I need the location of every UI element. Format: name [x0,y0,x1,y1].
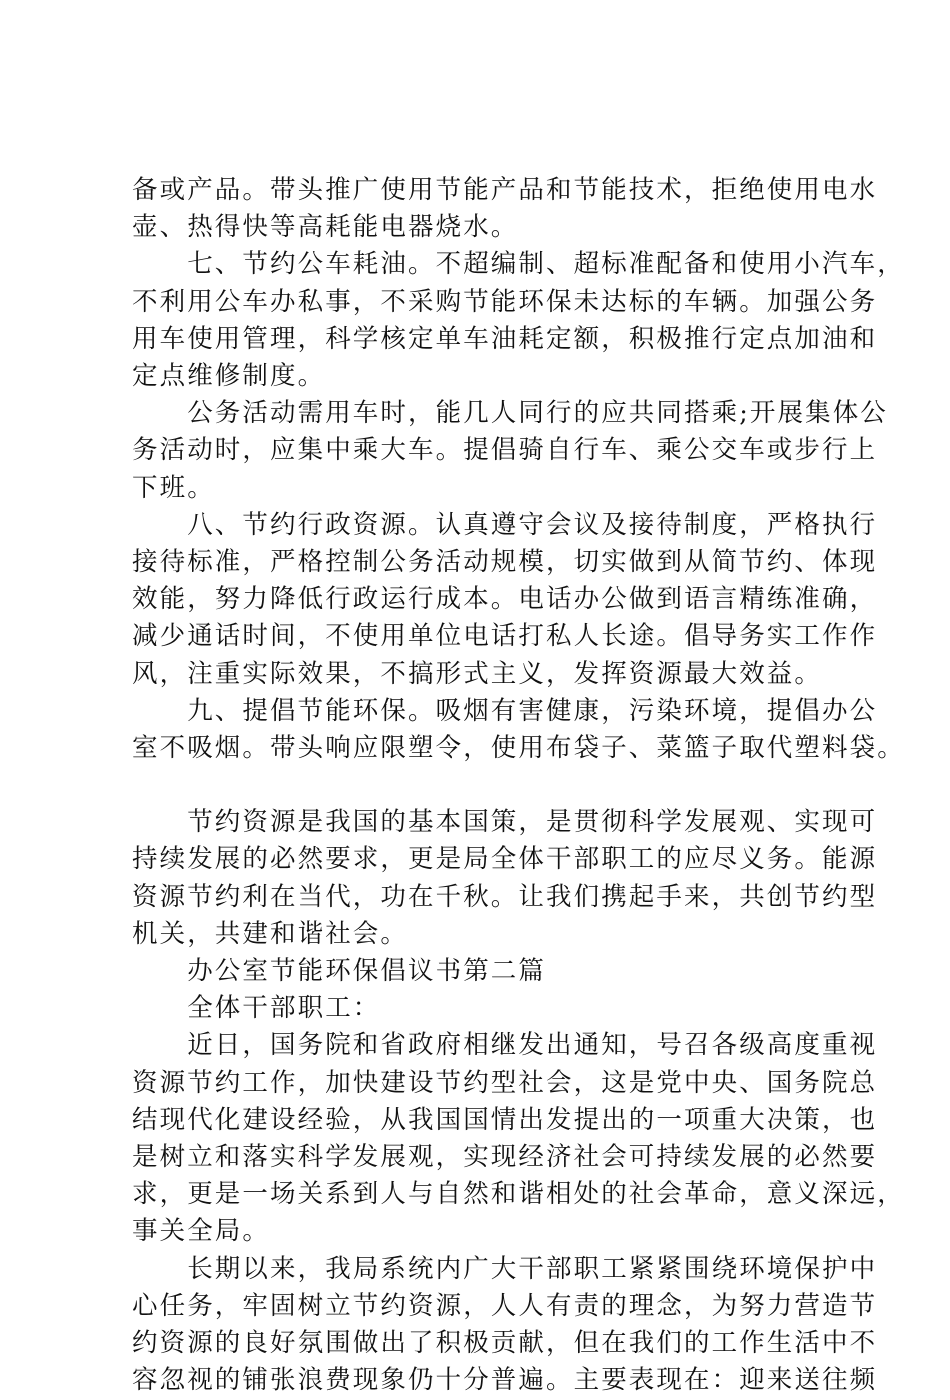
text-line: 效能，努力降低行政运行成本。电话办公做到语言精练准确， [132,584,878,615]
paragraph-spacer [132,767,832,804]
paragraph [132,507,878,693]
text-line: 定点维修制度。 [132,361,326,392]
text-line: 公务活动需用车时，能几人同行的应共同搭乘;开展集体公 [132,398,888,429]
text-line: 节约资源是我国的基本国策，是贯彻科学发展观、实现可 [132,807,878,838]
text-line: 下班。 [132,472,215,503]
text-line: 容忽视的铺张浪费现象仍十分普遍。主要表现在：迎来送往频 [132,1365,878,1396]
text-line: 办公室节能环保倡议书第二篇 [132,956,547,987]
text-line: 风，注重实际效果，不搞形式主义，发挥资源最大效益。 [132,658,823,689]
text-line: 机关，共建和谐社会。 [132,918,409,949]
text-line: 约资源的良好氛围做出了积极贡献，但在我们的工作生活中不 [132,1328,878,1359]
text-line: 结现代化建设经验，从我国国情出发提出的一项重大决策，也 [132,1104,878,1135]
paragraph [132,693,905,767]
paragraph [132,1027,905,1250]
text-line: 壶、热得快等高耗能电器烧水。 [132,212,519,243]
text-line: 不利用公车办私事，不采购节能环保未达标的车辆。加强公务 [132,286,878,317]
paragraph [132,804,878,953]
paragraph [132,953,832,990]
text-line: 资源节约工作，加快建设节约型社会，这是党中央、国务院总 [132,1067,878,1098]
text-line: 是树立和落实科学发展观，实现经济社会可持续发展的必然要 [132,1142,878,1173]
paragraph [132,990,832,1027]
text-line: 接待标准，严格控制公务活动规模，切实做到从简节约、体现 [132,547,878,578]
paragraph [132,246,905,395]
text-line: 资源节约利在当代，功在千秋。让我们携起手来，共创节约型 [132,881,878,912]
paragraph [132,395,888,507]
text-line: 长期以来，我局系统内广大干部职工紧紧围绕环境保护中 [132,1253,878,1284]
text-line: 用车使用管理，科学核定单车油耗定额，积极推行定点加油和 [132,323,878,354]
text-line: 备或产品。带头推广使用节能产品和节能技术，拒绝使用电水 [132,175,878,205]
text-line: 心任务，牢固树立节约资源，人人有责的理念，为努力营造节 [132,1290,878,1321]
text-line: 事关全局。 [132,1216,271,1247]
text-line: 七、节约公车耗油。不超编制、超标准配备和使用小汽车， [132,249,905,280]
text-line: 全体干部职工： [132,993,381,1024]
text-line: 八、节约行政资源。认真遵守会议及接待制度，严格执行 [132,509,878,540]
text-line: 务活动时，应集中乘大车。提倡骑自行车、乘公交车或步行上 [132,435,878,466]
text-line: 室不吸烟。带头响应限塑令，使用布袋子、菜篮子取代塑料袋。 [132,733,905,764]
paragraph [132,172,878,246]
text-line: 持续发展的必然要求，更是局全体干部职工的应尽义务。能源 [132,844,878,875]
text-line: 减少通话时间，不使用单位电话打私人长途。倡导务实工作作 [132,621,878,652]
paragraph [132,1251,878,1400]
text-line: 求，更是一场关系到人与自然和谐相处的社会革命，意义深远， [132,1179,905,1210]
text-line: 近日，国务院和省政府相继发出通知，号召各级高度重视 [132,1030,878,1061]
text-line: 九、提倡节能环保。吸烟有害健康，污染环境，提倡办公 [132,695,878,726]
document-body [132,172,905,1400]
